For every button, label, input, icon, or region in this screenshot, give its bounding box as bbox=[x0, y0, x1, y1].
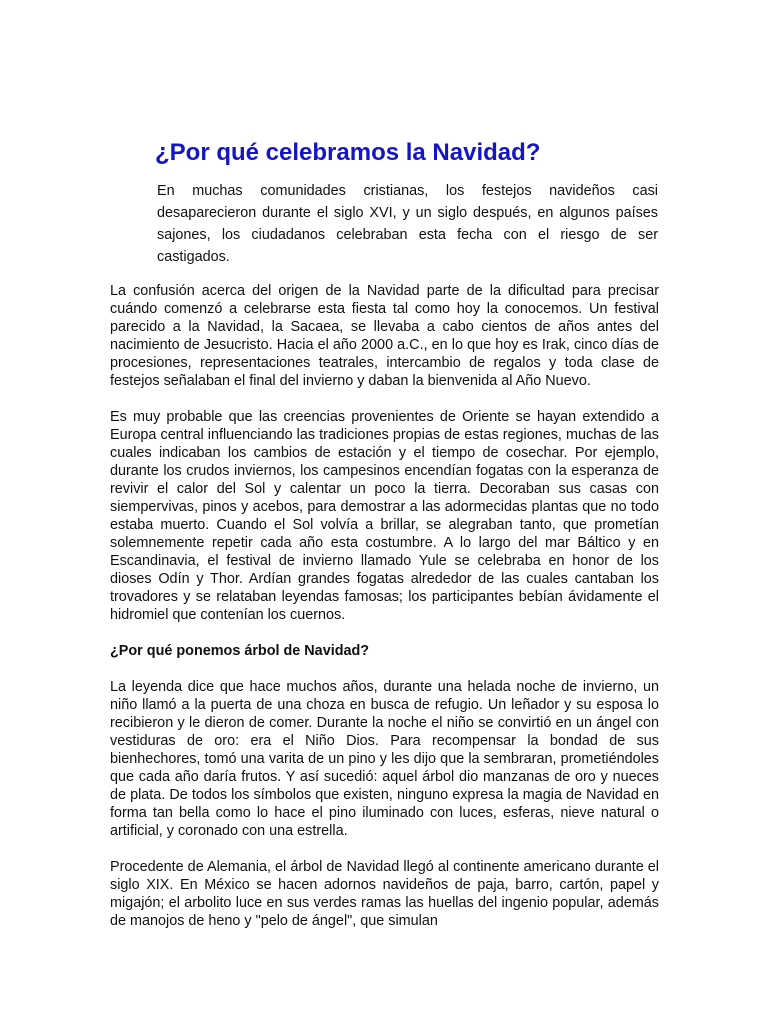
body-paragraph-origin: La confusión acerca del origen de la Navidad parte de la dificultad para precisar cuándo comenzó a celebrarse esta fiesta tal como hoy la conocemos. Un festival parecido a la Navidad, la Sacaea, se llevaba a cabo cientos de años antes del nacimiento de Jesucristo. Hacia el año 2000 a.C., en lo que hoy es Irak, cinco días de procesiones, representaciones teatrales, intercambio de regalos y toda clase de festejos señalaban el final del invierno y daban la bienvenida al Año Nuevo. bbox=[110, 283, 659, 389]
page-title: ¿Por qué celebramos la Navidad? bbox=[155, 139, 541, 166]
intro-paragraph: En muchas comunidades cristianas, los festejos navideños casi desaparecieron durante el siglo XVI, y un siglo después, en algunos países sajones, los ciudadanos celebraban esta fecha con el riesgo de ser castigados. bbox=[157, 183, 658, 265]
body-paragraph-legend: La leyenda dice que hace muchos años, durante una helada noche de invierno, un niño llamó a la puerta de una choza en busca de refugio. Un leñador y su esposa lo recibieron y le dieron de comer. Durante la noche el niño se convirtió en un ángel con vestiduras de oro: era el Niño Dios. Para recompensar la bondad de sus bienhechores, tomó una varita de un pino y les dijo que la sembraran, prometiéndoles que cada año daría frutos. Y así sucedió: aquel árbol dio manzanas de oro y nueces de plata. De todos los símbolos que existen, ninguno expresa la magia de Navidad en forma tan bella como lo hace el pino iluminado con luces, esferas, nieve natural o artificial, y coronado con una estrella. bbox=[110, 679, 659, 839]
document-body bbox=[110, 282, 659, 948]
body-paragraph-traditions: Es muy probable que las creencias provenientes de Oriente se hayan extendido a Europa central influenciando las tradiciones propias de estas regiones, muchas de las cuales indicaban los cambios de estación y el tiempo de cosechar. Por ejemplo, durante los crudos inviernos, los campesinos encendían fogatas con la esperanza de revivir el calor del Sol y calentar un poco la tierra. Decoraban sus casas con siempervivas, pinos y acebos, para demostrar a las adormecidas plantas que no todo estaba muerto. Cuando el Sol volvía a brillar, se alegraban tanto, que prometían solemnemente repetir cada año esta costumbre. A lo largo del mar Báltico y en Escandinavia, el festival de invierno llamado Yule se celebraba en honor de los dioses Odín y Thor. Ardían grandes fogatas alrededor de las cuales cantaban los trovadores y se relataban leyendas famosas; los participantes bebían ávidamente el hidromiel que contenían los cuernos. bbox=[110, 409, 659, 623]
body-paragraph-mexico: Procedente de Alemania, el árbol de Navidad llegó al continente americano durante el siglo XIX. En México se hacen adornos navideños de paja, barro, cartón, papel y migajón; el arbolito luce en sus verdes ramas las huellas del ingenio popular, además de manojos de heno y "pelo de ángel", que simulan bbox=[110, 859, 659, 929]
section-heading-tree: ¿Por qué ponemos árbol de Navidad? bbox=[110, 643, 370, 659]
